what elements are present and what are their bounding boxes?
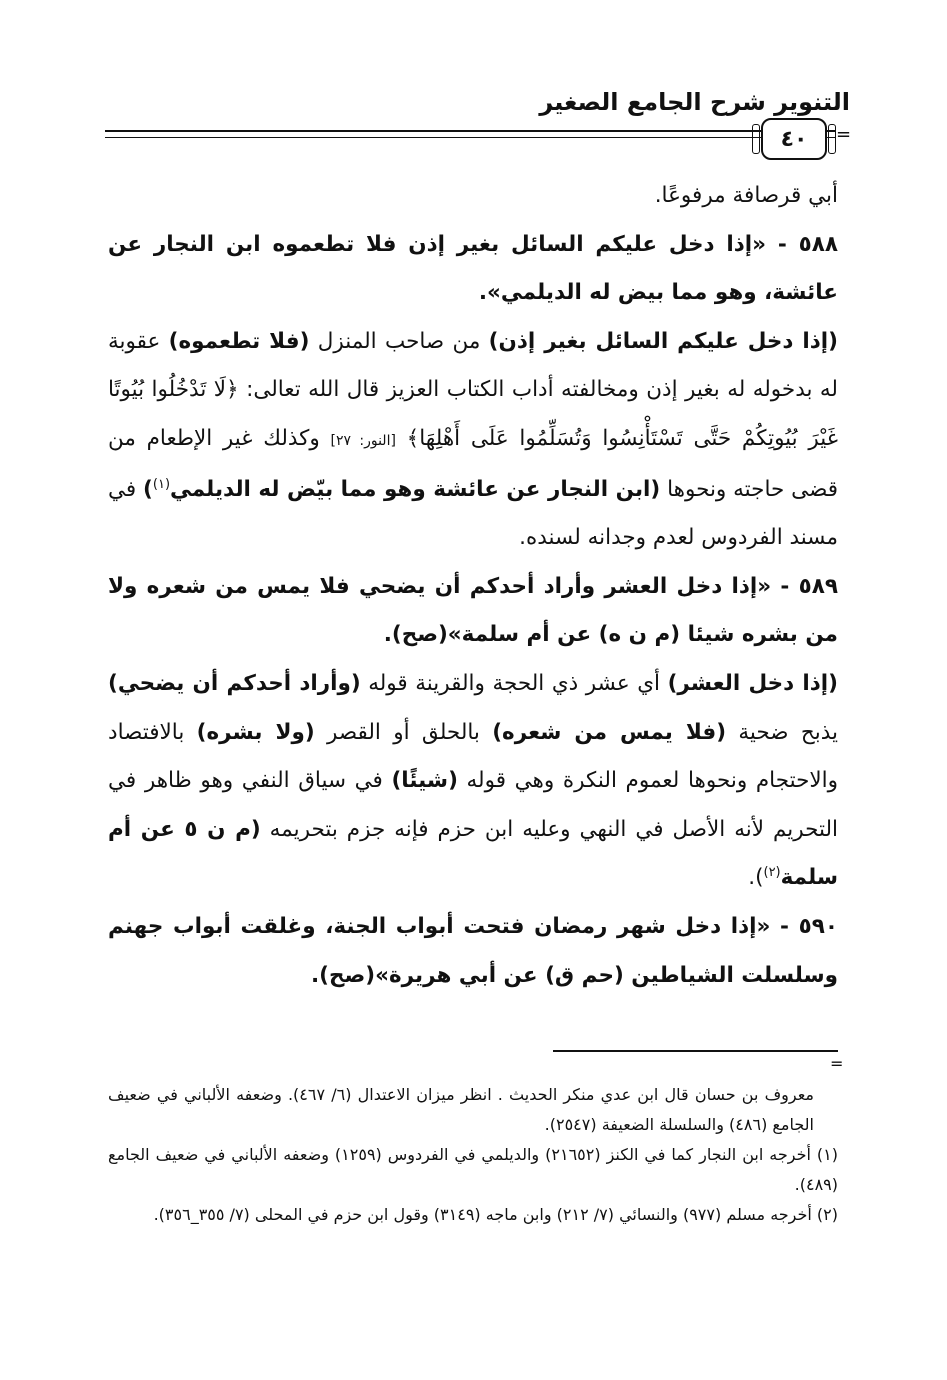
commentary-588-phrase: ) [143,476,153,502]
quran-verse: ﴿لَا تَدْخُلُوا بُيُوتًا غَيْرَ بُيُوتِكُمْ حَتَّى تَسْتَأْنِسُوا وَتُسَلِّمُوا عَلَى أَهْلِهَا﴾ [108,377,838,451]
footnotes [108,1080,838,1230]
commentary-588-text: من صاحب المنزل [309,328,489,354]
main-text [108,172,838,1000]
commentary-589 [108,660,838,903]
header-ornament: = [836,124,852,145]
commentary-589-text: بالحلق أو القصر [314,719,493,745]
commentary-588-text: وكذلك غير الإطعام من قضى حاجته ونحوها [108,425,838,502]
footnote-2: (٢) أخرجه مسلم (٩٧٧) والنسائي (٧/ ٢١٢) وابن ماجه (٣١٤٩) وقول ابن حزم في المحلى (٧/ ٣٥٥_٣٥٦). [153,1205,838,1224]
commentary-589-text: بالافتصاد والاحتجام ونحوها لعموم النكرة وهي قوله [108,719,838,794]
running-title: التنوير شرح الجامع الصغير [539,88,850,116]
commentary-589-phrase: (إذا دخل العشر) [667,670,838,696]
intro-line: أبي قرصافة مرفوعًا. [654,183,838,208]
commentary-588-phrase: (فلا تطعموه) [168,328,310,354]
footnote-ornament: = [830,1054,844,1073]
commentary-588-phrase: (ابن النجار عن عائشة وهو مما بيّض له الديلمي [170,476,661,502]
commentary-589-text: يذبح ضحية [726,719,838,745]
header-rule [105,130,835,138]
footnote-rule [553,1050,838,1052]
commentary-588-text: عقوبة له بدخوله له بغير إذن ومخالفته أداب الكتاب العزيز قال الله تعالى: [108,328,838,403]
footnote-marker-1: (١) [152,476,171,492]
commentary-588 [108,318,838,563]
footnote-carry-over: معروف بن حسان قال ابن عدي منكر الحديث . انظر ميزان الاعتدال (٦/ ٤٦٧). وضعفه الألباني في ضعيف الجامع (٤٨٦) والسلسلة الضعيفة (٢٥٤٧). [108,1085,814,1134]
commentary-589-phrase: (م ن ٥ عن أم سلمة [108,816,838,891]
commentary-588-text: في مسند الفردوس لعدم وجدانه لسنده. [108,476,838,551]
hadith-589: ٥٨٩ - «إذا دخل العشر وأراد أحدكم أن يضحي فلا يمس من شعره ولا من بشره شيئا (م ن ه) عن أم سلمة»(صح). [108,573,838,648]
commentary-589-phrase: (شيئًا) [391,768,458,794]
verse-reference: [النور: ٢٧] [330,432,396,449]
commentary-589-text: أي عشر ذي الحجة والقرينة قوله [360,670,668,696]
hadith-590: ٥٩٠ - «إذا دخل شهر رمضان فتحت أبواب الجنة، وغلقت أبواب جهنم وسلسلت الشياطين (حم ق) عن أبي هريرة»(صح). [108,913,838,988]
commentary-589-phrase: (وأراد أحدكم أن يضحي) [108,670,361,696]
commentary-588-phrase: (إذا دخل عليكم السائل بغير إذن) [488,328,838,354]
page-number: ٤٠ [761,118,827,160]
commentary-589-phrase: (ولا بشره) [196,719,315,745]
commentary-589-text: في سياق النفي وهو ظاهر في التحريم لأنه الأصل في النهي وعليه ابن حزم فإنه جزم بتحريمه [108,768,838,842]
footnote-marker-2: (٢) [763,865,781,881]
commentary-589-text: ). [748,865,764,891]
hadith-588: ٥٨٨ - «إذا دخل عليكم السائل بغير إذن فلا تطعموه ابن النجار عن عائشة، وهو مما بيض له الديلمي». [108,231,838,306]
footnote-1: (١) أخرجه ابن النجار كما في الكنز (٢١٦٥٢) والديلمي في الفردوس (١٢٥٩) وضعفه الألباني في ضعيف الجامع (٤٨٩). [108,1145,838,1194]
commentary-589-phrase: (فلا يمس من شعره) [492,719,727,745]
